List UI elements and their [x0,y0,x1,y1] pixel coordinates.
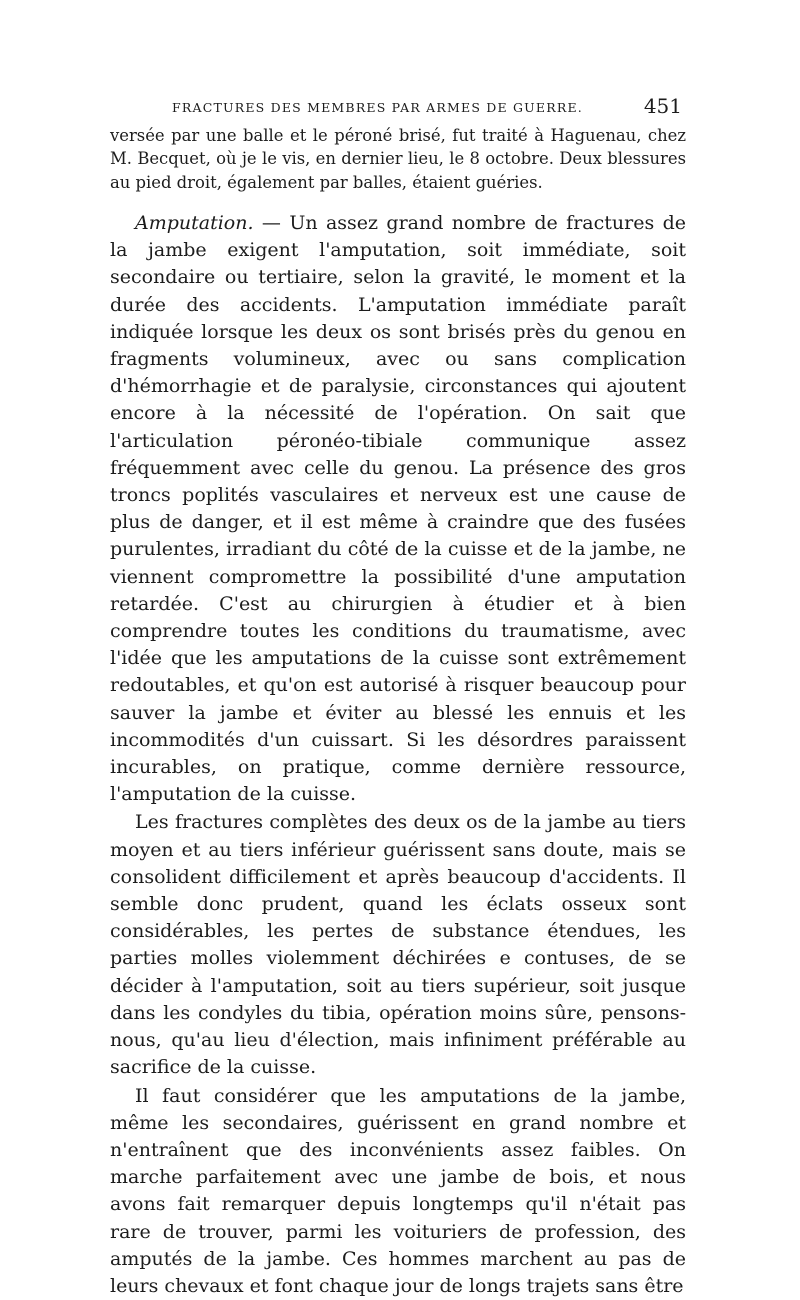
paragraph-amputation-text: — Un assez grand nombre de fractures de la jambe exigent l'amputation, soit immédiate, soit secondaire ou tertiaire, selon la gravité, le moment et la durée des accidents. L'amputation immédiate paraît indiquée lorsque les deux os sont brisés près du genou en fragments volumineux, avec ou sans complication d'hémorrhagie et de paralysie, circonstances qui ajoutent encore à la nécessité de l'opération. On sait que l'articulation péronéo-tibiale communique assez fréquemment avec celle du genou. La présence des gros troncs poplités vasculaires et nerveux est une cause de plus de danger, et il est même à craindre que des fusées purulentes, irradiant du côté de la cuisse et de la jambe, ne viennent compromettre la possibilité d'une amputation retardée. C'est au chirurgien à étudier et à bien comprendre toutes les conditions du traumatisme, avec l'idée que les amputations de la cuisse sont extrêmement redoutables, et qu'on est autorisé à risquer beaucoup pour sauver la jambe et éviter au blessé les ennuis et les incommodités d'un cuissart. Si les désordres paraissent incurables, on pratique, comme dernière ressource, l'amputation de la cuisse. [110,212,686,805]
running-title: FRACTURES DES MEMBRES PAR ARMES DE GUERRE. [172,100,583,115]
paragraph-amputations-jambe: Il faut considérer que les amputations de la jambe, même les secondaires, guérissent en grand nombre et n'entraînent que des inconvénients assez faibles. On marche parfaitement avec une jambe de bois, et nous avons fait remarquer depuis longtemps qu'il n'était pas rare de trouver, parmi les voituriers de profession, des amputés de la jambe. Ces hommes marchent au pas de leurs chevaux et font chaque jour de longs trajets sans être [110,1083,686,1300]
running-header [172,100,682,115]
body-text [110,210,686,1300]
paragraph-amputation [110,210,686,808]
paragraph-continuation: versée par une balle et le péroné brisé, fut traité à Haguenau, chez M. Becquet, où je le vis, en dernier lieu, le 8 octobre. Deux blessures au pied droit, également par balles, étaient guéries. [110,124,686,194]
section-heading-amputation: Amputation. [135,212,254,234]
page-number: 451 [644,94,682,118]
paragraph-fractures: Les fractures complètes des deux os de la jambe au tiers moyen et au tiers inférieur guérissent sans doute, mais se consolident difficilement et après beaucoup d'accidents. Il semble donc prudent, quand les éclats osseux sont considérables, les pertes de substance étendues, les parties molles violemment déchirées e contuses, de se décider à l'amputation, soit au tiers supérieur, soit jusque dans les condyles du tibia, opération moins sûre, pensons-nous, qu'au lieu d'élection, mais infiniment préférable au sacrifice de la cuisse. [110,809,686,1081]
